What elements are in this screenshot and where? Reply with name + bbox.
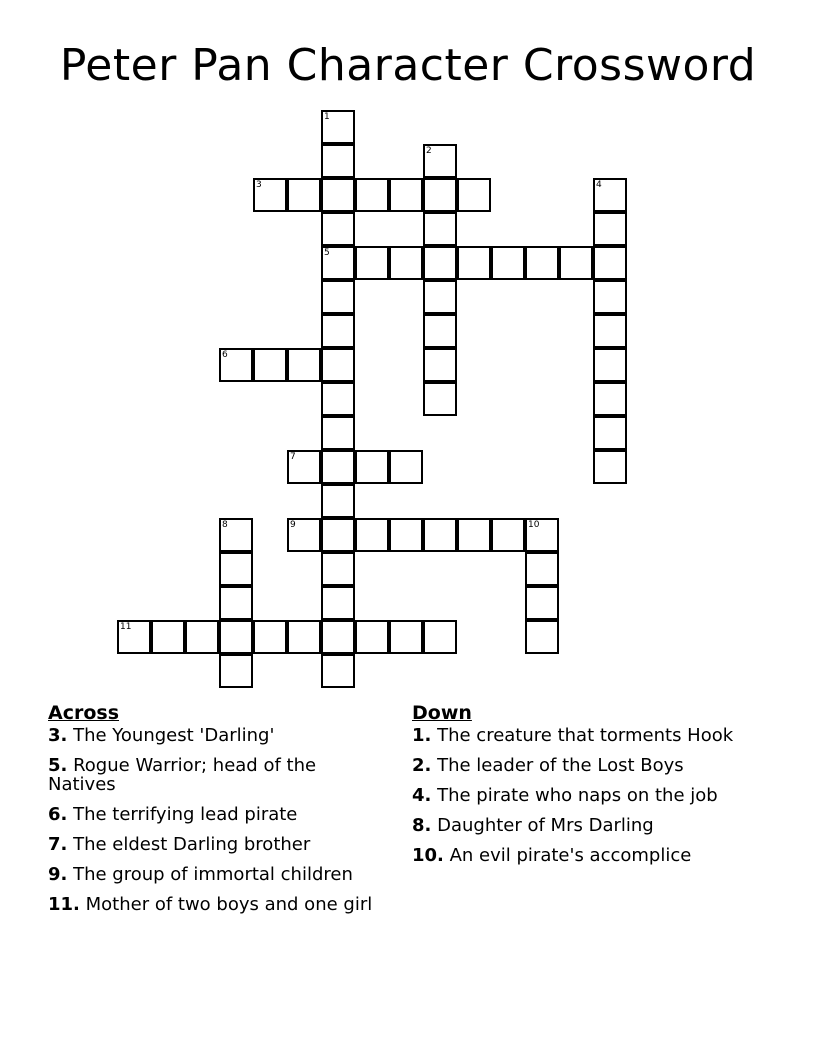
- cell-number: 11: [120, 622, 132, 632]
- grid-cell[interactable]: [423, 246, 457, 280]
- grid-cell[interactable]: [219, 552, 253, 586]
- grid-cell[interactable]: [151, 620, 185, 654]
- grid-cell[interactable]: [355, 620, 389, 654]
- grid-cell[interactable]: [457, 518, 491, 552]
- grid-cell[interactable]: [525, 552, 559, 586]
- grid-cell[interactable]: [321, 416, 355, 450]
- across-clue-6: [48, 805, 388, 824]
- grid-cell[interactable]: [219, 654, 253, 688]
- grid-cell[interactable]: [593, 246, 627, 280]
- grid-cell[interactable]: [389, 450, 423, 484]
- cell-number: 6: [222, 350, 228, 360]
- grid-cell[interactable]: [321, 314, 355, 348]
- grid-cell[interactable]: [287, 450, 321, 484]
- down-clue-4: [412, 786, 752, 805]
- grid-cell[interactable]: [321, 144, 355, 178]
- grid-cell[interactable]: [355, 178, 389, 212]
- grid-cell[interactable]: [253, 620, 287, 654]
- grid-cell[interactable]: [185, 620, 219, 654]
- clue-number: 11.: [48, 894, 80, 915]
- grid-cell[interactable]: [219, 348, 253, 382]
- grid-cell[interactable]: [321, 178, 355, 212]
- grid-cell[interactable]: [321, 246, 355, 280]
- grid-cell[interactable]: [389, 246, 423, 280]
- grid-cell[interactable]: [389, 620, 423, 654]
- grid-cell[interactable]: [253, 348, 287, 382]
- clue-number: 6.: [48, 804, 68, 825]
- clue-text: Mother of two boys and one girl: [79, 894, 373, 915]
- grid-cell[interactable]: [355, 450, 389, 484]
- clue-text: The terrifying lead pirate: [67, 804, 298, 825]
- grid-cell[interactable]: [423, 620, 457, 654]
- across-clue-9: [48, 865, 388, 884]
- grid-cell[interactable]: [321, 348, 355, 382]
- grid-cell[interactable]: [389, 178, 423, 212]
- clue-number: 5.: [48, 755, 68, 776]
- grid-cell[interactable]: [321, 382, 355, 416]
- grid-cell[interactable]: [593, 382, 627, 416]
- clue-number: 8.: [412, 815, 432, 836]
- grid-cell[interactable]: [525, 620, 559, 654]
- clue-number: 1.: [412, 725, 432, 746]
- cell-number: 5: [324, 248, 330, 258]
- down-heading: Down: [412, 702, 472, 724]
- down-clue-10: [412, 846, 752, 865]
- grid-cell[interactable]: [593, 450, 627, 484]
- grid-cell[interactable]: [253, 178, 287, 212]
- across-clues: [48, 700, 388, 925]
- cell-number: 7: [290, 452, 296, 462]
- grid-cell[interactable]: [593, 416, 627, 450]
- across-clue-5: [48, 756, 388, 794]
- grid-cell[interactable]: [593, 314, 627, 348]
- grid-cell[interactable]: [423, 382, 457, 416]
- grid-cell[interactable]: [423, 280, 457, 314]
- cell-number: 10: [528, 520, 540, 530]
- grid-cell[interactable]: [525, 246, 559, 280]
- down-clues: [412, 700, 752, 876]
- clue-text: Daughter of Mrs Darling: [431, 815, 654, 836]
- grid-cell[interactable]: [321, 654, 355, 688]
- clue-text: The pirate who naps on the job: [431, 785, 718, 806]
- grid-cell[interactable]: [321, 518, 355, 552]
- grid-cell[interactable]: [321, 620, 355, 654]
- clue-number: 2.: [412, 755, 432, 776]
- cell-number: 2: [426, 146, 432, 156]
- grid-cell[interactable]: [321, 280, 355, 314]
- grid-cell[interactable]: [117, 620, 151, 654]
- across-clue-3: [48, 726, 388, 745]
- grid-cell[interactable]: [287, 178, 321, 212]
- clue-number: 7.: [48, 834, 68, 855]
- grid-cell[interactable]: [423, 314, 457, 348]
- clue-number: 4.: [412, 785, 432, 806]
- clue-number: 3.: [48, 725, 68, 746]
- grid-cell[interactable]: [219, 586, 253, 620]
- grid-cell[interactable]: [287, 348, 321, 382]
- grid-cell[interactable]: [219, 620, 253, 654]
- grid-cell[interactable]: [423, 212, 457, 246]
- grid-cell[interactable]: [321, 552, 355, 586]
- down-clue-8: [412, 816, 752, 835]
- cell-number: 1: [324, 112, 330, 122]
- clue-text: The leader of the Lost Boys: [431, 755, 684, 776]
- cell-number: 3: [256, 180, 262, 190]
- grid-cell[interactable]: [491, 246, 525, 280]
- across-heading: Across: [48, 702, 120, 724]
- grid-cell[interactable]: [219, 518, 253, 552]
- clue-text: Rogue Warrior; head of the Natives: [48, 755, 317, 795]
- across-clue-7: [48, 835, 388, 854]
- grid-cell[interactable]: [321, 586, 355, 620]
- grid-cell[interactable]: [559, 246, 593, 280]
- grid-cell[interactable]: [321, 212, 355, 246]
- grid-cell[interactable]: [423, 518, 457, 552]
- across-clue-11: [48, 895, 388, 914]
- grid-cell[interactable]: [525, 518, 559, 552]
- down-clue-1: [412, 726, 752, 745]
- grid-cell[interactable]: [423, 348, 457, 382]
- grid-cell[interactable]: [593, 348, 627, 382]
- clue-text: An evil pirate's accomplice: [443, 845, 692, 866]
- grid-cell[interactable]: [593, 178, 627, 212]
- grid-cell[interactable]: [321, 110, 355, 144]
- grid-cell[interactable]: [525, 586, 559, 620]
- grid-cell[interactable]: [321, 450, 355, 484]
- page-title: Peter Pan Character Crossword: [59, 40, 757, 91]
- down-clue-2: [412, 756, 752, 775]
- clue-number: 9.: [48, 864, 68, 885]
- clue-text: The eldest Darling brother: [67, 834, 311, 855]
- clue-number: 10.: [412, 845, 444, 866]
- cell-number: 4: [596, 180, 602, 190]
- grid-cell[interactable]: [355, 518, 389, 552]
- grid-cell[interactable]: [593, 212, 627, 246]
- grid-cell[interactable]: [287, 518, 321, 552]
- grid-cell[interactable]: [491, 518, 525, 552]
- grid-cell[interactable]: [423, 178, 457, 212]
- grid-cell[interactable]: [321, 484, 355, 518]
- clue-text: The group of immortal children: [67, 864, 353, 885]
- grid-cell[interactable]: [355, 246, 389, 280]
- grid-cell[interactable]: [593, 280, 627, 314]
- clue-text: The creature that torments Hook: [431, 725, 734, 746]
- cell-number: 9: [290, 520, 296, 530]
- grid-cell[interactable]: [457, 246, 491, 280]
- cell-number: 8: [222, 520, 228, 530]
- grid-cell[interactable]: [457, 178, 491, 212]
- grid-cell[interactable]: [389, 518, 423, 552]
- clue-text: The Youngest 'Darling': [67, 725, 275, 746]
- grid-cell[interactable]: [423, 144, 457, 178]
- grid-cell[interactable]: [287, 620, 321, 654]
